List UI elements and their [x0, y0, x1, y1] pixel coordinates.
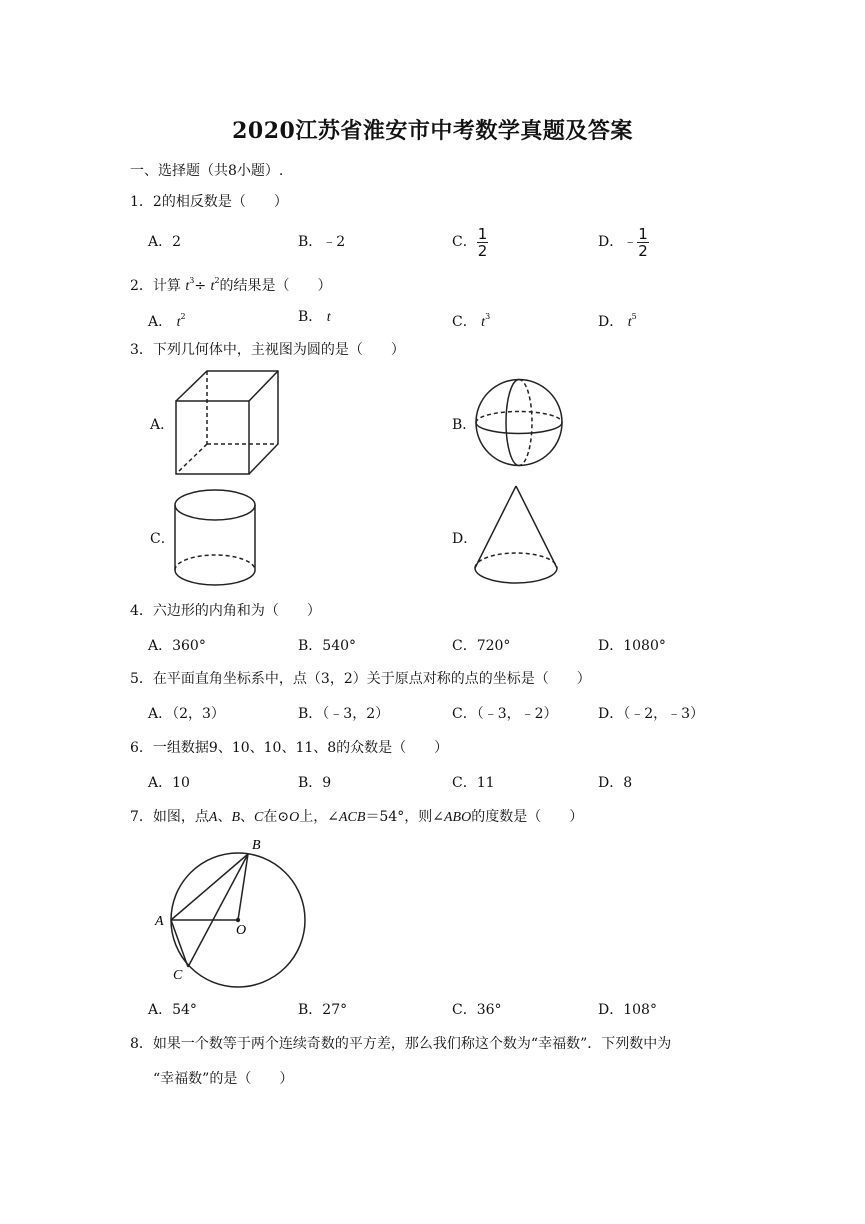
q2-b-prefix: B．: [298, 309, 323, 325]
q7-option-a: A．54°: [148, 1002, 197, 1018]
q2-c-prefix: C．: [452, 314, 477, 330]
q3-stem: 3．下列几何体中，主视图为圆的是（ ）: [130, 342, 405, 358]
q2-a-var: t: [176, 315, 181, 330]
q1-c-denominator: 2: [477, 241, 488, 260]
q1-d-numerator: 1: [638, 224, 648, 243]
q7-point-b: B: [231, 810, 241, 825]
q7-stem-part: 上，∠: [299, 809, 339, 825]
q2-option-d: [598, 308, 637, 332]
q4-option-b: B．540°: [298, 638, 357, 654]
q2-op: ÷: [194, 278, 207, 294]
q2-b-var: t: [326, 310, 331, 325]
q2-a-prefix: A．: [148, 314, 173, 330]
q6-option-d: D．8: [598, 775, 633, 791]
circle-figure: [150, 836, 315, 986]
q2-stem-start: 2．计算: [130, 278, 181, 294]
q6-option-a: A．10: [148, 775, 190, 791]
q1-option-d: [598, 224, 649, 260]
q7-stem-part: 在⊙: [263, 809, 290, 825]
q6-option-b: B．9: [298, 775, 332, 791]
q1-option-c-fraction: [477, 226, 489, 259]
cube-figure: [170, 368, 282, 480]
q2-option-b: [298, 308, 331, 327]
q4-stem: 4．六边形的内角和为（ ）: [130, 603, 321, 619]
fig-label-b: B: [252, 838, 261, 853]
q1-option-b: B．﹣2: [298, 234, 346, 250]
q2-option-a: [148, 308, 186, 332]
q3-option-a: A．: [150, 417, 175, 433]
q7-point-a: A: [208, 810, 218, 825]
q7-option-d: D．108°: [598, 1002, 657, 1018]
q5-option-b: B．（﹣3，2）: [298, 706, 390, 722]
q7-stem-part: 、: [217, 809, 232, 825]
q4-option-c: C．720°: [452, 638, 511, 654]
q2-stem-end: 的结果是（ ）: [219, 278, 332, 294]
q6-stem: 6．一组数据9、10、10、11、8的众数是（ ）: [130, 740, 449, 756]
q8-stem-line1: 8．如果一个数等于两个连续奇数的平方差，那么我们称这个数为“幸福数”．下列数中为: [130, 1036, 672, 1052]
section-heading: 一、选择题（共8小题）.: [130, 163, 284, 179]
q7-center-o: O: [289, 810, 300, 825]
q1-stem: 1．2的相反数是（ ）: [130, 194, 288, 210]
q7-stem-part: 的度数是（ ）: [471, 809, 584, 825]
cone-figure: [470, 482, 562, 592]
cylinder-figure: [170, 486, 262, 592]
q1-option-c-prefix: C．: [452, 234, 477, 250]
q7-stem-part: 、: [240, 809, 255, 825]
q4-option-a: A．360°: [148, 638, 206, 654]
sphere-figure: [470, 378, 570, 470]
q5-option-d: D．（﹣2，﹣3）: [598, 706, 705, 722]
q7-stem-part: ＝54°，则∠: [365, 809, 444, 825]
q2-var: t: [210, 279, 215, 294]
q7-option-b: B．27°: [298, 1002, 348, 1018]
fig-label-a: A: [155, 914, 164, 929]
q7-option-c: C．36°: [452, 1002, 502, 1018]
q4-option-d: D．1080°: [598, 638, 666, 654]
q2-c-exp: 3: [485, 312, 491, 321]
fig-label-o: O: [236, 923, 247, 938]
q8-stem-line2: “幸福数”的是（ ）: [153, 1071, 294, 1087]
q2-option-c: [452, 308, 490, 332]
q3-option-b: B．: [452, 417, 477, 433]
q1-option-d-fraction: [637, 226, 649, 259]
q7-stem-part: 7．如图，点: [130, 809, 209, 825]
q7-stem: [130, 808, 583, 827]
q7-angle-abo: ABO: [443, 810, 472, 825]
q2-exp1: 3: [189, 276, 195, 285]
q7-angle-acb: ACB: [338, 810, 366, 825]
q1-c-numerator: 1: [477, 224, 488, 243]
q1-option-c: [452, 224, 488, 260]
q2-c-var: t: [481, 315, 486, 330]
fig-label-c: C: [173, 968, 183, 983]
q3-option-c: C．: [150, 531, 175, 547]
q1-d-denominator: 2: [638, 241, 648, 260]
q5-option-c: C．（﹣3，﹣2）: [452, 706, 558, 722]
q1-option-d-prefix: D．﹣: [598, 234, 638, 250]
q3-option-d: D．: [452, 531, 478, 547]
q6-option-c: C．11: [452, 775, 495, 791]
q2-exp2: 2: [214, 276, 220, 285]
q1-option-a: A．2: [148, 234, 182, 250]
q2-d-var: t: [627, 315, 632, 330]
q2-var: t: [185, 279, 190, 294]
q5-option-a: A．（2，3）: [148, 706, 225, 722]
q2-d-prefix: D．: [598, 314, 624, 330]
q2-d-exp: 5: [631, 312, 637, 321]
q2-stem: [130, 272, 332, 296]
page-title: 2020江苏省淮安市中考数学真题及答案: [232, 118, 633, 144]
q7-point-c: C: [254, 810, 264, 825]
q2-a-exp: 2: [180, 312, 186, 321]
q5-stem: 5．在平面直角坐标系中，点（3，2）关于原点对称的点的坐标是（ ）: [130, 671, 591, 687]
